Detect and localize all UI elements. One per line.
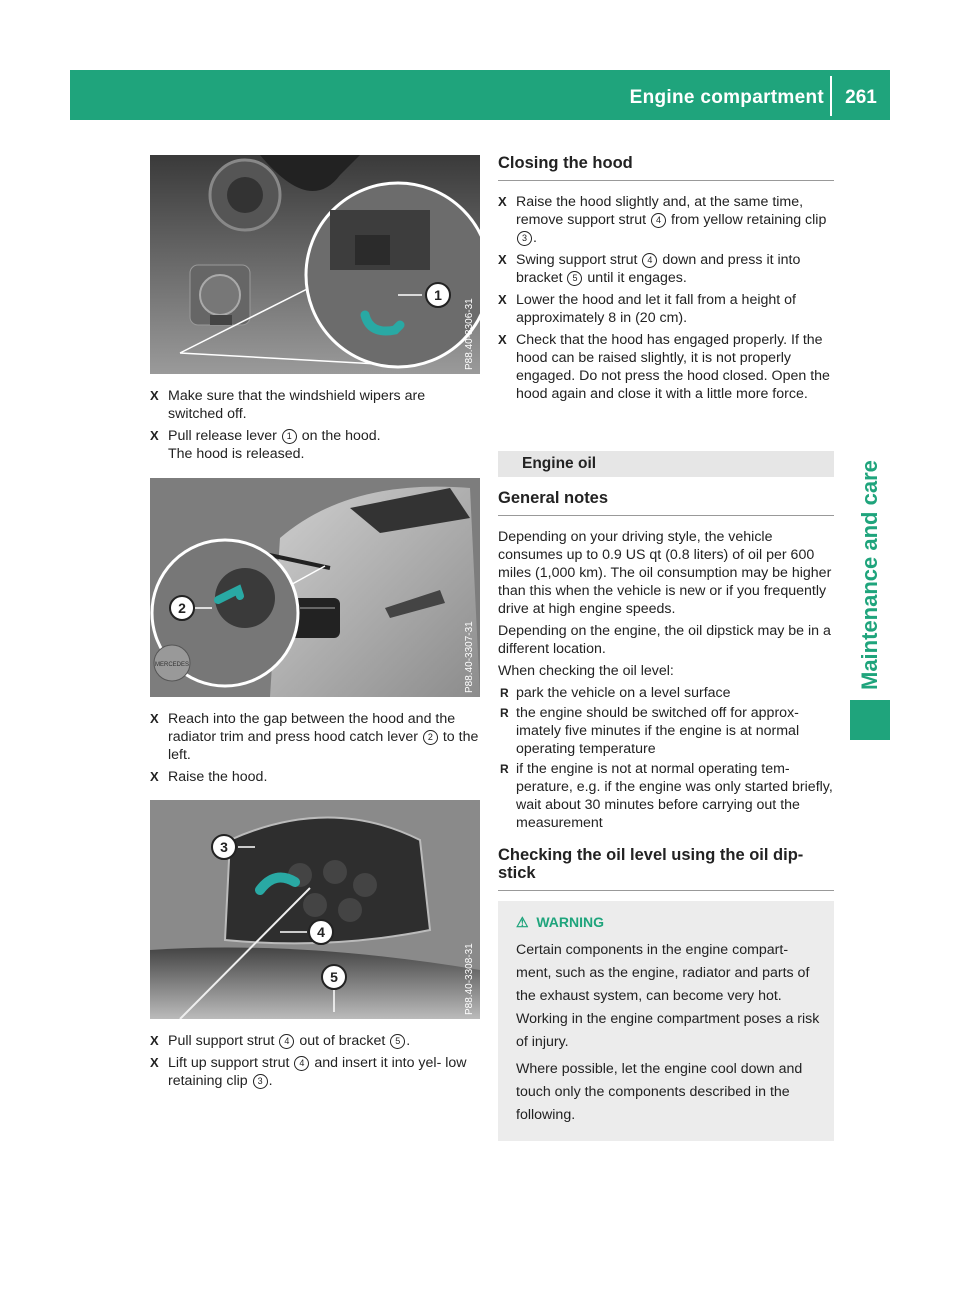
ref-marker: 4 xyxy=(651,213,666,228)
page-header xyxy=(70,70,890,120)
callout-4: 4 xyxy=(317,924,325,940)
section-title: Engine compartment xyxy=(629,87,824,108)
checking-oil-title: Checking the oil level using the oil dip- stick xyxy=(498,846,804,882)
closing-hood-title: Closing the hood xyxy=(498,154,633,172)
ref-marker: 4 xyxy=(642,253,657,268)
general-notes-title: General notes xyxy=(498,489,609,507)
step-raise-hood: X Raise the hood. xyxy=(150,769,268,785)
ref-marker: 3 xyxy=(517,231,532,246)
closing-step: X Check that the hood has engaged properly. If the hood can be raised slightly, it is not properly engaged. Do not press the hood closed. Open the hood again and close it with a little more force. xyxy=(498,332,830,402)
step-pull-strut: X Pull support strut 4 out of bracket 5 . xyxy=(150,1033,411,1049)
mercedes-badge: MERCEDES xyxy=(154,662,190,668)
steps-release xyxy=(150,387,482,467)
general-notes-paragraph: Depending on your driving style, the vehicle consumes up to 0.9 US qt (0.8 liters) of oil per 600 miles (1,000 km). The oil consumption may be higher than this when the vehicle is new or if you frequently drive at high engine speeds. xyxy=(498,529,832,617)
step-lift-strut: X Lift up support strut 4 and insert it into yel- low retaining clip 3 . xyxy=(150,1055,467,1089)
figure-code: P88.40-3308-31 xyxy=(464,943,475,1015)
bullet-item: R park the vehicle on a level surface xyxy=(500,685,731,701)
closing-step: X Lower the hood and let it fall from a height of approximately 8 in (20 cm). xyxy=(498,292,796,326)
general-notes-paragraph: Depending on the engine, the oil dipstick may be in a different location. xyxy=(498,623,831,657)
right-column xyxy=(498,154,834,1141)
figure-hood-catch xyxy=(150,478,480,697)
closing-step: X Raise the hood slightly and, at the same time, remove support strut 4 from yellow retaining clip 3 . xyxy=(498,194,827,246)
ref-marker: 2 xyxy=(423,730,438,745)
figure-code: P88.40-3306-31 xyxy=(464,298,475,370)
figure-support-strut xyxy=(150,800,480,1019)
general-notes-paragraph: When checking the oil level: xyxy=(498,663,674,679)
side-tab-label: Maintenance and care xyxy=(857,460,882,690)
ref-marker: 1 xyxy=(282,429,297,444)
warning-heading: ⚠ WARNING xyxy=(516,914,605,930)
ref-marker: 4 xyxy=(279,1034,294,1049)
ref-marker: 3 xyxy=(253,1074,268,1089)
ref-marker: 5 xyxy=(567,271,582,286)
divider xyxy=(498,180,834,181)
side-tab-marker xyxy=(850,700,890,740)
ref-marker: 5 xyxy=(390,1034,405,1049)
callout-1: 1 xyxy=(434,287,442,303)
divider xyxy=(498,515,834,516)
callout-3: 3 xyxy=(220,839,228,855)
warning-paragraph: Certain components in the engine compart- ment, such as the engine, radiator and parts of the exhaust system, can become very hot. Working in the engine compartment poses a risk of injury. xyxy=(516,942,820,1050)
divider xyxy=(498,890,834,891)
callout-5: 5 xyxy=(330,969,338,985)
page-number: 261 xyxy=(845,87,877,108)
step-pull-lever: X Pull release lever 1 on the hood. The hood is released. xyxy=(150,428,381,462)
warning-box xyxy=(498,901,834,1141)
side-chapter-tab xyxy=(850,460,890,692)
engine-oil-section-bar: Engine oil xyxy=(498,451,834,477)
figure-code: P88.40-3307-31 xyxy=(464,621,475,693)
bullet-item: R if the engine is not at normal operating tem- perature, e.g. if the engine was only started briefly, wait about 30 minutes before carrying out the measurement xyxy=(500,761,833,831)
step-press-catch: X Reach into the gap between the hood and the radiator trim and press hood catch lever 2 to the left. xyxy=(150,711,479,763)
warning-paragraph: Where possible, let the engine cool down and touch only the components described in the following. xyxy=(516,1061,803,1123)
step-wipers: X Make sure that the windshield wipers are switched off. xyxy=(150,388,426,422)
warning-triangle-icon: ⚠ xyxy=(516,914,537,930)
ref-marker: 4 xyxy=(294,1056,309,1071)
steps-catch xyxy=(150,710,482,790)
callout-2: 2 xyxy=(178,600,186,616)
steps-strut xyxy=(150,1032,482,1094)
closing-step: X Swing support strut 4 down and press it into bracket 5 until it engages. xyxy=(498,252,801,286)
figure-release-lever xyxy=(150,155,480,374)
bullet-item: R the engine should be switched off for approx- imately five minutes if the engine is at normal operating temperature xyxy=(500,705,800,757)
